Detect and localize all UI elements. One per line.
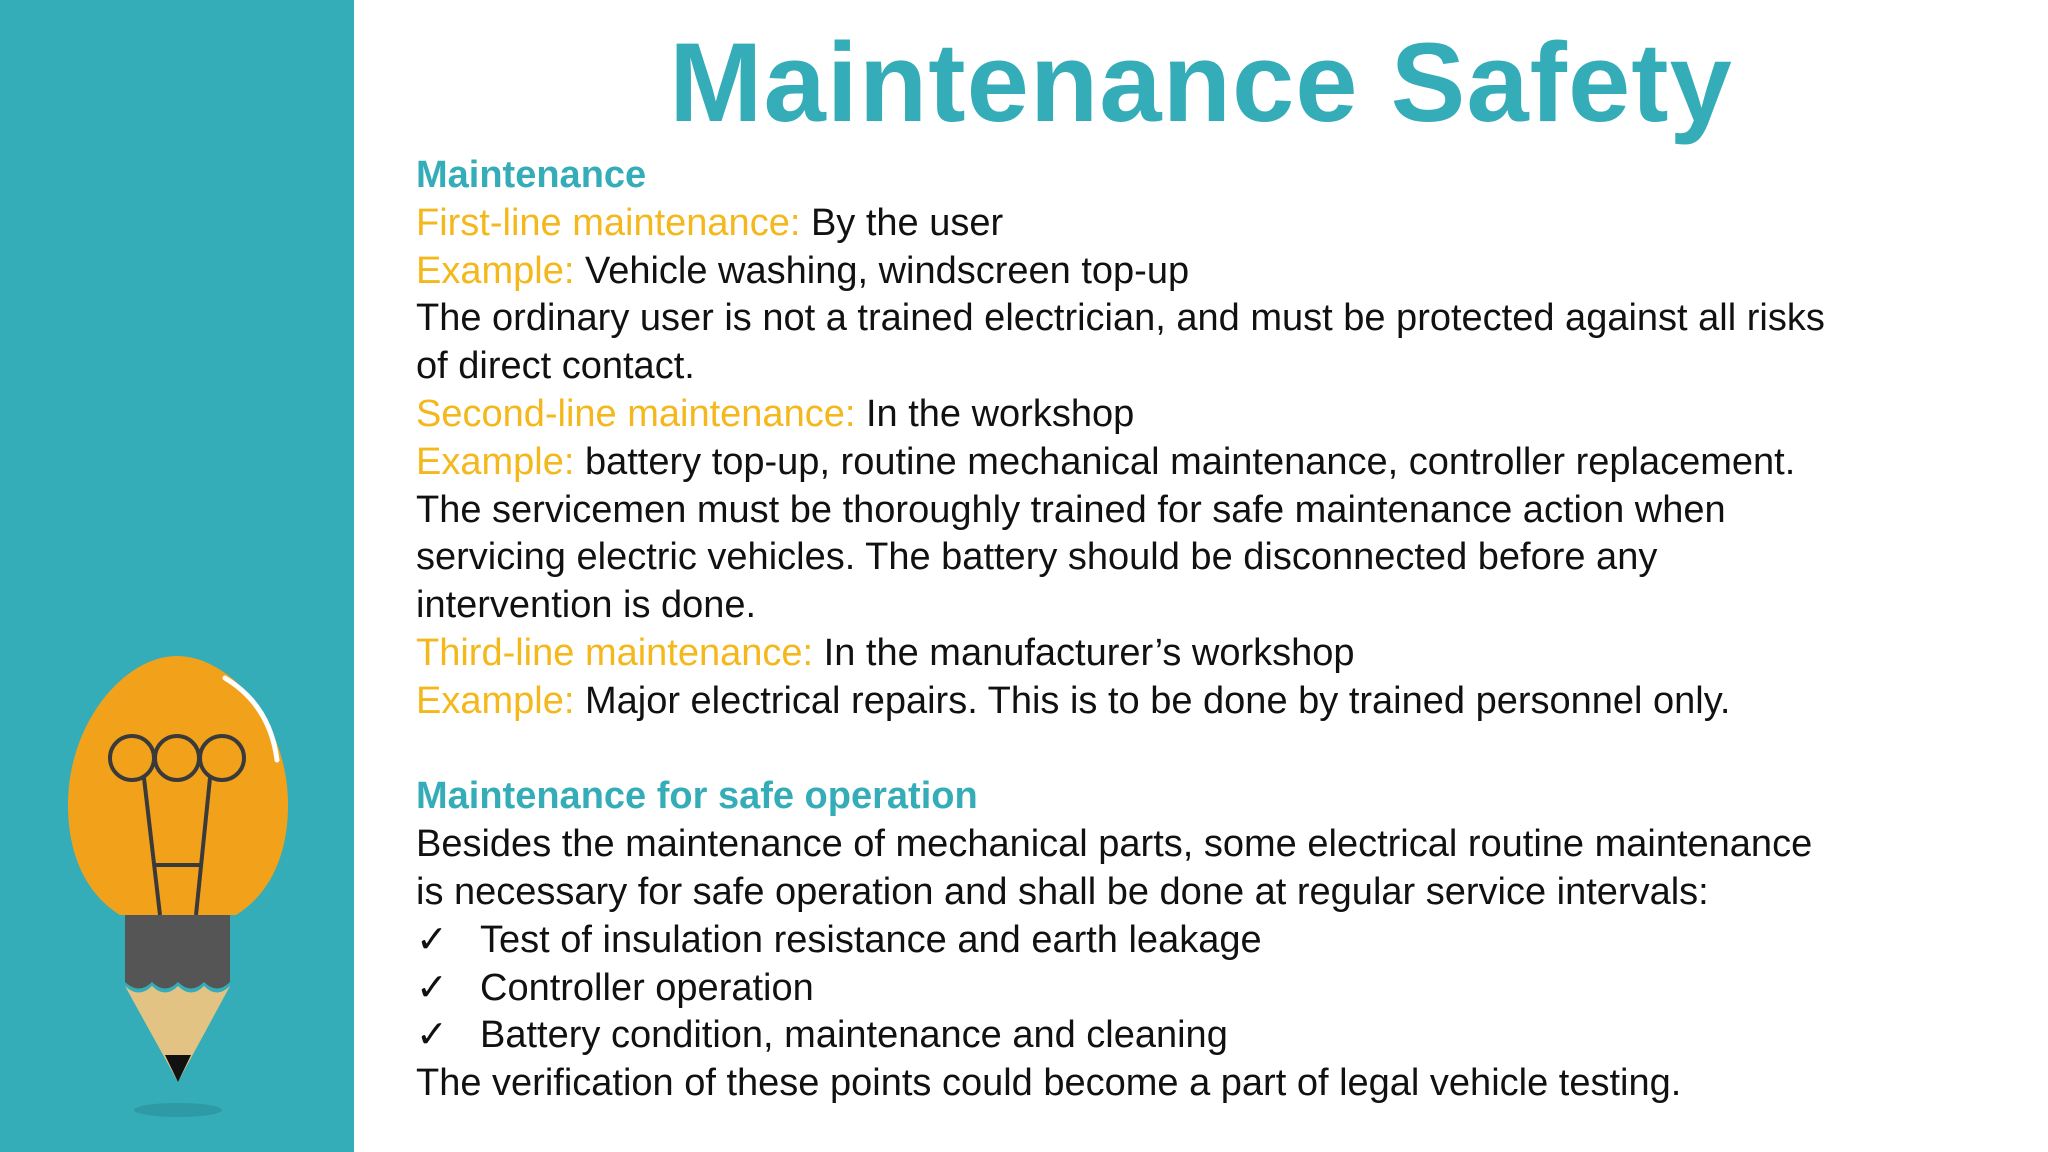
third-example-row [416,678,2016,726]
safe-operation-intro-2: is necessary for safe operation and shall be done at regular service intervals: [416,870,1709,913]
second-example-text: battery top-up, routine mechanical maintenance, controller replacement. [574,440,1796,483]
check-icon: ✓ [416,1014,448,1057]
checklist-item [416,917,2016,965]
slide-content [416,152,2016,1108]
safe-operation-intro-1: Besides the maintenance of mechanical parts, some electrical routine maintenance [416,823,1813,866]
second-description-2: servicing electric vehicles. The battery should be disconnected before any [416,536,1658,579]
first-line-row [416,200,2016,248]
second-line-label: Second-line maintenance: [416,392,856,435]
first-description-1: The ordinary user is not a trained electrician, and must be protected against all risks [416,297,1825,340]
second-line-text: In the workshop [855,392,1135,435]
page-title: Maintenance Safety [669,20,1733,145]
second-example-label: Example: [416,440,575,483]
third-example-text: Major electrical repairs. This is to be done by trained personnel only. [574,679,1731,722]
checklist-item-text: Test of insulation resistance and earth leakage [480,918,1262,961]
checklist-item [416,965,2016,1013]
safe-operation-heading: Maintenance for safe operation [416,775,978,818]
maintenance-heading: Maintenance [416,154,647,196]
checklist-item-text: Controller operation [480,966,814,1009]
third-example-label: Example: [416,679,575,722]
check-icon: ✓ [416,966,448,1009]
first-example-row [416,248,2016,296]
third-line-label: Third-line maintenance: [416,631,814,674]
first-line-text: By the user [800,201,1004,244]
first-description-2: of direct contact. [416,345,695,388]
safe-operation-conclusion: The verification of these points could become a part of legal vehicle testing. [416,1062,1682,1105]
third-line-row [416,630,2016,678]
second-example-row [416,439,2016,487]
section-spacer [416,726,2016,774]
third-line-text: In the manufacturer’s workshop [813,631,1355,674]
first-example-text: Vehicle washing, windscreen top-up [574,249,1190,292]
first-line-label: First-line maintenance: [416,201,801,244]
second-description-1: The servicemen must be thoroughly trained for safe maintenance action when [416,488,1726,531]
lightbulb-pencil-icon [60,650,300,1130]
first-example-label: Example: [416,249,575,292]
checklist-item-text: Battery condition, maintenance and cleaning [480,1014,1228,1057]
check-icon: ✓ [416,918,448,961]
checklist-item [416,1012,2016,1060]
second-description-3: intervention is done. [416,584,757,627]
second-line-row [416,391,2016,439]
